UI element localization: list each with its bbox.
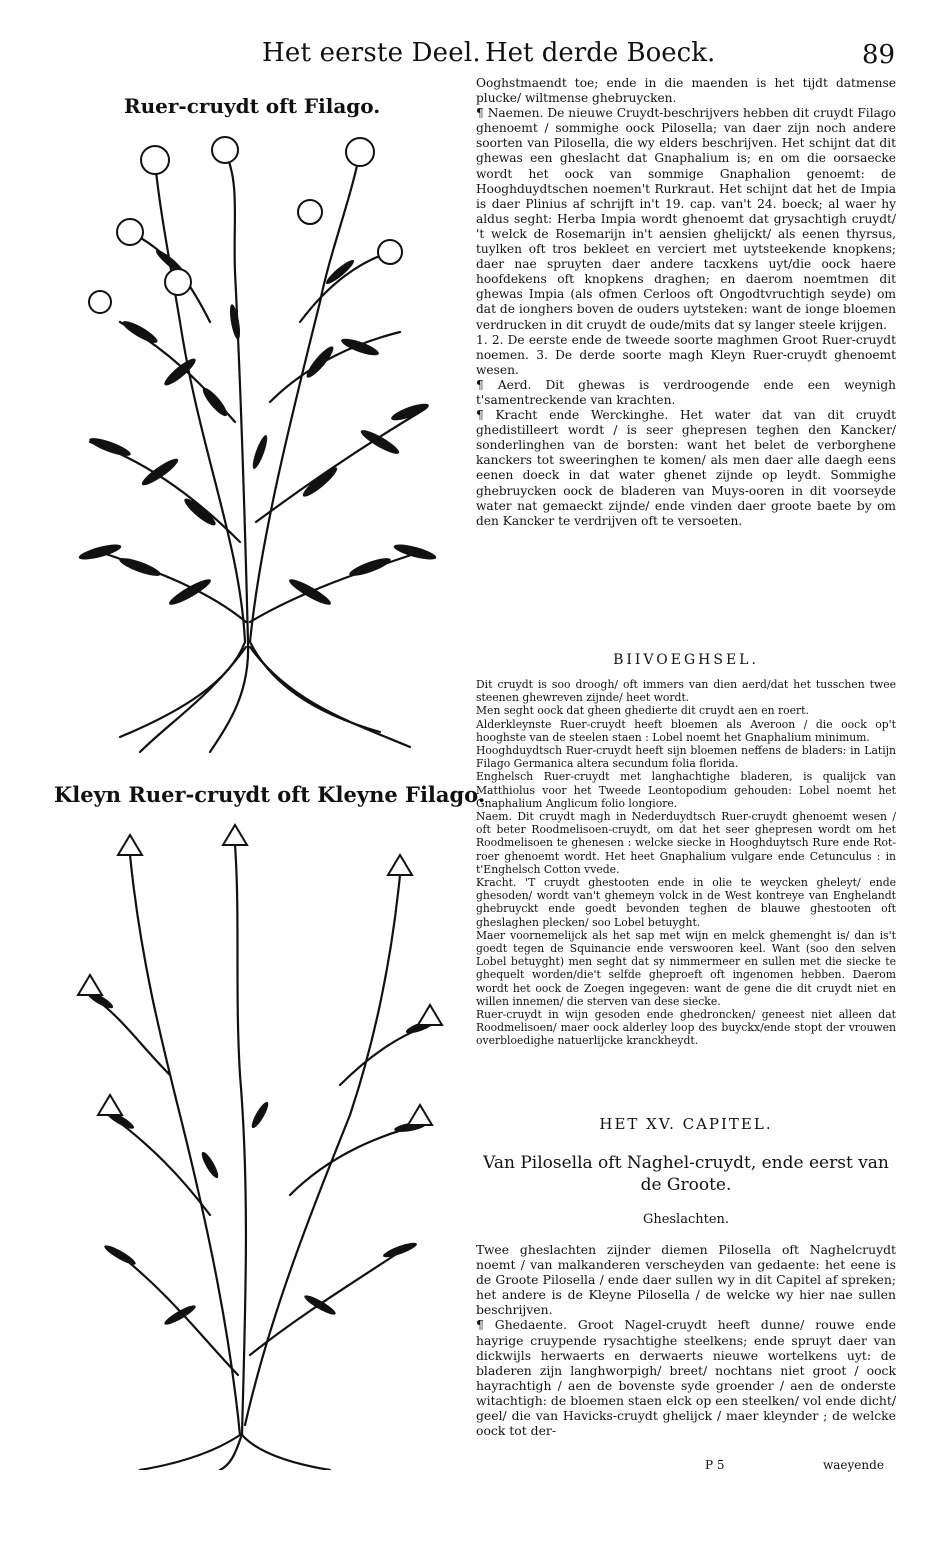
subheading: Gheslachten. — [642, 1212, 730, 1227]
text-block-main — [476, 76, 896, 529]
paragraph: Dit cruydt is soo droogh/ oft immers van dien aerd/dat het tusschen twee steenen ghewreven zijnde/ heet wordt. — [476, 678, 896, 705]
paragraph: Ruer-cruydt in wijn gesoden ende ghedroncken/ geneest niet alleen dat Roodmelisoen/ maer oock alderley loop des buyckx/ende stopt der vrouwen overbloedighe natuerlijcke kranckheydt. — [476, 1008, 896, 1048]
figure-caption-1: Ruer-cruydt oft Filago. — [124, 94, 381, 118]
paragraph: Kracht. 'T cruydt ghestooten ende in olie te weycken gheleyt/ ende ghesoden/ wordt van't ghemeyn volck in de West kontreye van Enghelandt ghebruyckt ende goedt bevonden teghen de blauwe ghestooten oft gheslaghen plecken/ soo Lobel betuyght. — [476, 876, 896, 929]
running-head-left: Het eerste Deel. — [262, 38, 481, 68]
paragraph: Ooghstmaendt toe; ende in die maenden is het tijdt datmense plucke/ wiltmense ghebruycken. — [476, 76, 896, 106]
paragraph: Twee gheslachten zijnder diemen Pilosella oft Naghelcruydt noemt / van malkanderen verscheyden van gedaente: het eene is de Groote Pilosella / ende daer sullen wy in dit Capitel af spreken; het andere is de Kleyne Pilosella / de welcke wy hier nae sullen beschrijven. — [476, 1242, 896, 1318]
paragraph: ¶ Aerd. Dit ghewas is verdroogende ende een weynigh t'samentreckende van krachten. — [476, 377, 896, 407]
running-head-center: Het derde Boeck. — [485, 38, 716, 68]
woodcut-kleyne-filago-illustration — [60, 815, 450, 1470]
chapter-title: Van Pilosella oft Naghel-cruydt, ende eerst van de Groote. — [483, 1153, 889, 1195]
paragraph: Maer voornemelijck als het sap met wijn en melck ghemenght is/ dan is't goedt tegen de Squinancie ende verswooren keel. Want (soo den selven Lobel betuyght) men seght dat sy nimmermeer en sullen met die siecke te ghequelt worden/die't selfde gheproeft oft ingenomen hebben. Daerom wordt het oock de Zoegen ingegeven: want de gene die dit cruydt niet en willen innemen/ die sterven van dese siecke. — [476, 928, 896, 1008]
woodcut-filago-illustration — [60, 122, 450, 762]
section-title-bijvoeghsel: BIIVOEGHSEL. — [613, 652, 759, 668]
page-number: 89 — [862, 40, 896, 70]
signature-mark: P 5 — [705, 1458, 725, 1472]
paragraph: Naem. Dit cruydt magh in Nederduydtsch Ruer-cruydt ghenoemt wesen / oft beter Roodmelisoen-cruydt, om dat het seer ghepresen wordt om het Roodmelisoen te ghenesen : welcke siecke in Hooghduytsch Rure ende Rot-roer ghenoemt wordt. Het heet Gnaphalium vulgare ende Cetunculus : in t'Enghelsch Cotton vvede. — [476, 810, 896, 876]
paragraph: Alderkleynste Ruer-cruydt heeft bloemen als Averoon / die oock op't hooghste van de steelen staen : Lobel noemt het Gnaphalium minimum. — [476, 717, 896, 744]
text-block-appendix — [476, 678, 896, 1048]
paragraph: Hooghduydtsch Ruer-cruydt heeft sijn bloemen neffens de bladers: in Latijn Filago Germanica altera secundum folia florida. — [476, 744, 896, 771]
paragraph: ¶ Ghedaente. Groot Nagel-cruydt heeft dunne/ rouwe ende hayrige cruypende rysachtighe steelkens; ende spruyt daer van dickwijls herwaerts en derwaerts nieuwe wortelkens uyt: de bladeren zijn langhworpigh/ breet/ nochtans niet groot / oock hayrachtigh / aen de bovenste syde groender / aen de onderste witachtigh: de bloemen staen elck op een steelken/ vol ende dicht/ geel/ die van Havicks-cruydt ghelijck / maer kleynder ; de welcke oock tot der- — [476, 1317, 896, 1439]
paragraph: Enghelsch Ruer-cruydt met langhachtighe bladeren, is qualijck van Matthiolus voor het Tweede Leontopodium gehouden: Lobel noemt het Gnaphalium Anglicum folio longiore. — [476, 770, 896, 810]
paragraph: 1. 2. De eerste ende de tweede soorte maghmen Groot Ruer-cruydt noemen. 3. De derde soorte magh Kleyn Ruer-cruydt ghenoemt wesen. — [476, 332, 896, 377]
figure-caption-2: Kleyn Ruer-cruydt oft Kleyne Filago. — [54, 782, 486, 807]
paragraph: ¶ Naemen. De nieuwe Cruydt-beschrijvers hebben dit cruydt Filago ghenoemt / sommighe oock Pilosella; van daer zijn noch andere soorten van Pilosella, die wy elders beschrijven. Het schijnt dat dit ghewas een gheslacht dat Gnaphalium is; en om die oorsaecke wordt het oock van sommige Gnaphalion genoemt: de Hooghduydtschen noemen't Rurkraut. Het schijnt dat het de Impia is daer Plinius af schrijft in't 19. cap. van't 24. boeck; al waer hy aldus seght: Herba Impia wordt ghenoemt dat grysachtigh cruydt/ 't welck de Rosemarijn in't aensien ghelijckt/ als eenen thyrsus, tuylken oft tros bekleet en verciert met uytsteekende knopkens; daer nae spruyten daer andere tacxkens uyt/die oock haere hoofdekens oft knopkens draghen; en daerom noemtmen dit ghewas Impia (als ofmen Cerloos oft Ongodtvruchtigh seyde) om dat de ionghers boven de ouders uytsteken: want de ionge bloemen verdrucken in dit cruydt de oude/mits dat sy langer steele krijgen. — [476, 106, 896, 332]
text-block-chapter — [476, 1242, 896, 1438]
catchword: waeyende — [823, 1458, 884, 1472]
paragraph: Men seght oock dat gheen ghedierte dit cruydt aen en roert. — [476, 704, 809, 718]
paragraph: ¶ Kracht ende Werckinghe. Het water dat van dit cruydt ghedistilleert wordt / is seer ghepresen teghen den Kancker/ sonderlinghen van de borsten: want het belet de verborghene kanckers tot sweeringhen te komen/ als men daer alle daegh eens eenen doeck in dat water ghenet zijnde op leydt. Sommighe ghebruycken oock de bladeren van Muys-ooren in dit voorseyde water nat gemaeckt zijnde/ ende vinden daer groote baete by om den Kancker te verdrijven oft te versoeten. — [476, 408, 896, 528]
chapter-heading: HET XV. CAPITEL. — [599, 1115, 773, 1133]
